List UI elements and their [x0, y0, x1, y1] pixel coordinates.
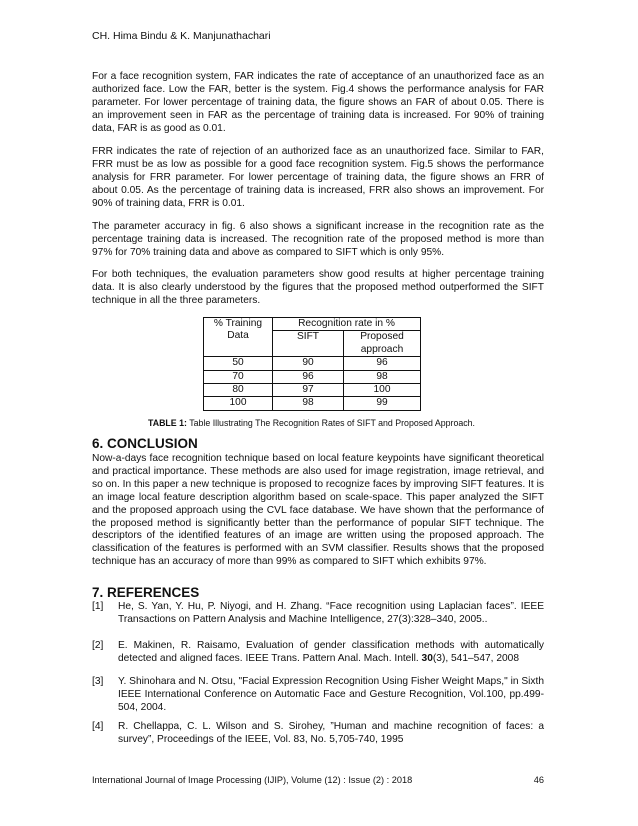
caption-text: Table Illustrating The Recognition Rates of SIFT and Proposed Approach.: [189, 418, 475, 428]
reference-volume: 30: [421, 652, 433, 664]
table-caption: [148, 418, 475, 429]
reference-text-main: E. Makinen, R. Raisamo, Evaluation of gender classification methods with automatically detected and aligned faces. IEEE Trans. Pattern Anal. Mach. Intell.: [118, 640, 544, 664]
reference-text: He, S. Yan, Y. Hu, P. Niyogi, and H. Zhang. “Face recognition using Laplacian faces”. IEEE Transactions on Pattern Analysis and Machine Intelligence, 27(3):328–340, 2005..: [118, 601, 544, 625]
cell-proposed: 98: [344, 370, 421, 383]
reference-text: [118, 640, 544, 666]
cell-sift: 96: [273, 370, 344, 383]
cell-training: 80: [204, 384, 273, 397]
header-recognition-rate: Recognition rate in %: [273, 318, 421, 331]
reference-text: Y. Shinohara and N. Otsu, "Facial Expression Recognition Using Fisher Weight Maps," in Sixth IEEE International Conference on Automatic Face and Gesture Recognition, Vol.100, pp.499-504, 2004.: [118, 676, 544, 713]
running-header: CH. Hima Bindu & K. Manjunathachari: [92, 30, 271, 42]
conclusion-heading: 6. CONCLUSION: [92, 436, 198, 451]
header-proposed: Proposed approach: [344, 331, 421, 357]
cell-sift: 97: [273, 384, 344, 397]
caption-label: TABLE 1:: [148, 418, 187, 428]
reference-number: [2]: [92, 640, 104, 651]
journal-citation: International Journal of Image Processing (IJIP), Volume (12) : Issue (2) : 2018: [92, 775, 413, 785]
reference-number: [4]: [92, 721, 104, 732]
references-heading: 7. REFERENCES: [92, 585, 200, 600]
cell-proposed: 99: [344, 397, 421, 410]
table-row: [204, 370, 421, 383]
page-number: 46: [533, 775, 544, 785]
cell-training: 70: [204, 370, 273, 383]
table-row: [204, 384, 421, 397]
conclusion-paragraph: Now-a-days face recognition technique based on local feature keypoints have significant theoretical and practical importance. These methods are also used for image registration, image retrieval, and so on. In this paper a new technique is proposed to recognize faces by improving SIFT features. It is an image local feature description algorithm based on scale-space. This paper analyzed the SIFT and the proposed approach using the CVL face database. We have shown that the performance of the proposed method is significantly better than the performance of popular SIFT technique. The descriptors of the identified features of an image are written using the proposed approach. The classification of the features is performed with an SVM classifier. Results shows that the proposed technique has an accuracy of more than 99% as compared to SIFT which exhibits 97%.: [92, 453, 544, 568]
header-training-data: % Training Data: [204, 318, 273, 357]
cell-training: 100: [204, 397, 273, 410]
reference-text-tail: (3), 541–547, 2008: [432, 652, 519, 664]
header-sift: SIFT: [273, 331, 344, 357]
paragraph-accuracy: The parameter accuracy in fig. 6 also shows a significant increase in the recognition rate as the percentage training data is increased. The recognition rate of the proposed method is more than 97% for 70% training data and above as compared to SIFT which is only 95%.: [92, 221, 544, 258]
cell-proposed: 96: [344, 357, 421, 370]
table-row: [204, 357, 421, 370]
cell-sift: 98: [273, 397, 344, 410]
reference-number: [3]: [92, 676, 104, 687]
table-row: [204, 397, 421, 410]
cell-training: 50: [204, 357, 273, 370]
paragraph-both-techniques: For both techniques, the evaluation parameters show good results at higher percentage training data. It is also clearly understood by the figures that the proposed method outperformed the SIFT technique in all the three parameters.: [92, 269, 544, 306]
recognition-rate-table: [203, 317, 421, 411]
reference-text: R. Chellappa, C. L. Wilson and S. Sirohey, ”Human and machine recognition of faces: a survey”, Proceedings of the IEEE, Vol. 83, No. 5,705-740, 1995: [118, 721, 544, 745]
paragraph-far: For a face recognition system, FAR indicates the rate of acceptance of an unauthorized face as an authorized face. Low the FAR, better is the system. Fig.4 shows the performance analysis for FAR parameter. For lower percentage of training data, the figure shows an FAR of about 0.05. There is an improvement seen in FAR as the percentage of training data is increased. For 90% of training data, FAR is as good as 0.01.: [92, 71, 544, 134]
cell-proposed: 100: [344, 384, 421, 397]
reference-number: [1]: [92, 601, 104, 612]
table-header-row: [204, 318, 421, 331]
paragraph-frr: FRR indicates the rate of rejection of an authorized face as an unauthorized face. Similar to FAR, FRR must be as low as possible for a good face recognition system. Fig.5 shows the performance analysis for FRR parameter. For lower percentage of training data, the figure shows an FRR of about 0.05. As the percentage of training data is increased, FRR also shows an improvement. For 90% of training data, FRR is 0.01.: [92, 146, 544, 209]
cell-sift: 90: [273, 357, 344, 370]
